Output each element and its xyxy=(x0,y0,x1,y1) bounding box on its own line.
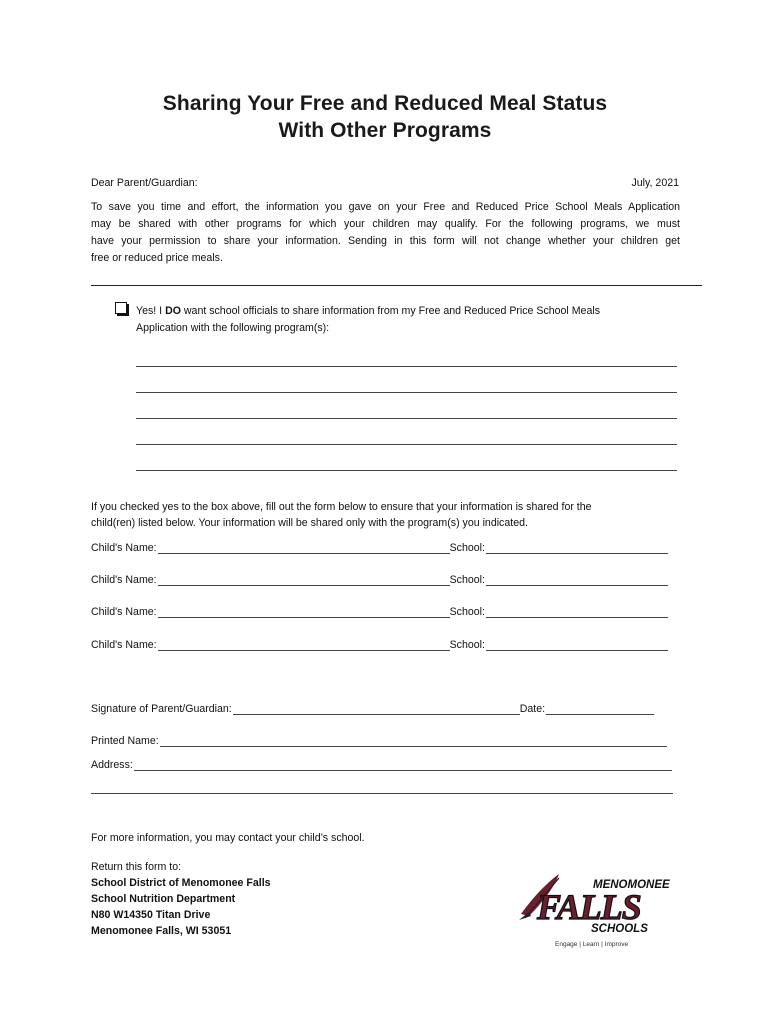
child-name-label: Child's Name: xyxy=(91,639,157,651)
consent-line-1 xyxy=(136,305,600,318)
consent-rest: want school officials to share information from my Free and Reduced Price School Meals xyxy=(180,305,600,317)
child-name-field[interactable] xyxy=(158,543,450,554)
instructions-line-1: If you checked yes to the box above, fill out the form below to ensure that your information is shared for the xyxy=(91,501,592,513)
intro-line-3: have your permission to share your information. Sending in this form will not change whether your children get xyxy=(91,235,680,247)
title-line-1: Sharing Your Free and Reduced Meal Status xyxy=(162,92,608,115)
intro-line-2: may be shared with other programs for which your children may qualify. For the following programs, we must xyxy=(91,218,680,230)
instructions-line-2: child(ren) listed below. Your information will be shared only with the program(s) you indicated. xyxy=(91,517,528,529)
child-name-field[interactable] xyxy=(158,575,450,586)
return-line-2: School Nutrition Department xyxy=(91,893,236,905)
school-label: School: xyxy=(449,639,485,651)
greeting: Dear Parent/Guardian: xyxy=(91,177,198,189)
school-field[interactable] xyxy=(486,640,668,651)
contact-note: For more information, you may contact your child’s school. xyxy=(91,832,365,844)
logo-word-menomonee: MENOMONEE xyxy=(593,879,670,891)
return-line-1: School District of Menomonee Falls xyxy=(91,877,271,889)
return-line-3: N80 W14350 Titan Drive xyxy=(91,909,211,921)
consent-prefix: Yes! I xyxy=(136,305,166,317)
consent-line-2: Application with the following program(s): xyxy=(136,322,330,334)
program-line[interactable] xyxy=(136,470,677,471)
letter-date: July, 2021 xyxy=(631,177,679,189)
consent-emphasis: DO xyxy=(165,305,181,317)
logo-tagline: Engage | Learn | Improve xyxy=(555,941,629,948)
date-label: Date: xyxy=(519,703,546,715)
printed-name-row xyxy=(91,735,667,747)
return-heading: Return this form to: xyxy=(91,861,182,873)
district-logo xyxy=(515,870,675,952)
address-field-line-2[interactable] xyxy=(91,793,673,794)
printed-name-field[interactable] xyxy=(160,736,667,747)
address-row xyxy=(91,759,672,771)
date-field[interactable] xyxy=(546,704,654,715)
page-title xyxy=(0,92,770,143)
program-line[interactable] xyxy=(136,418,677,419)
program-line[interactable] xyxy=(136,366,677,367)
school-field[interactable] xyxy=(486,543,668,554)
school-field[interactable] xyxy=(486,575,668,586)
intro-line-1: To save you time and effort, the information you gave on your Free and Reduced Price School Meals Application xyxy=(91,201,680,213)
return-line-4: Menomonee Falls, WI 53051 xyxy=(91,925,232,937)
signature-label: Signature of Parent/Guardian: xyxy=(91,703,232,715)
child-name-field[interactable] xyxy=(158,607,450,618)
program-line[interactable] xyxy=(136,444,677,445)
logo-word-falls: FALLS xyxy=(537,887,641,927)
child-row xyxy=(91,606,668,618)
school-field[interactable] xyxy=(486,607,668,618)
program-line[interactable] xyxy=(136,392,677,393)
title-line-2: With Other Programs xyxy=(278,119,492,142)
address-label: Address: xyxy=(91,759,133,771)
section-divider xyxy=(91,285,702,286)
child-name-field[interactable] xyxy=(158,640,450,651)
printed-name-label: Printed Name: xyxy=(91,735,159,747)
child-name-label: Child's Name: xyxy=(91,574,157,586)
school-label: School: xyxy=(449,542,485,554)
consent-checkbox[interactable] xyxy=(115,302,127,314)
intro-line-4: free or reduced price meals. xyxy=(91,252,223,264)
school-label: School: xyxy=(449,574,485,586)
child-name-label: Child's Name: xyxy=(91,542,157,554)
address-field[interactable] xyxy=(134,760,672,771)
logo-word-schools: SCHOOLS xyxy=(591,923,648,935)
child-row xyxy=(91,574,668,586)
child-name-label: Child's Name: xyxy=(91,606,157,618)
signature-field[interactable] xyxy=(233,704,520,715)
child-row xyxy=(91,542,668,554)
school-label: School: xyxy=(449,606,485,618)
intro-paragraph xyxy=(91,199,680,267)
signature-row xyxy=(91,703,654,715)
child-row xyxy=(91,639,668,651)
